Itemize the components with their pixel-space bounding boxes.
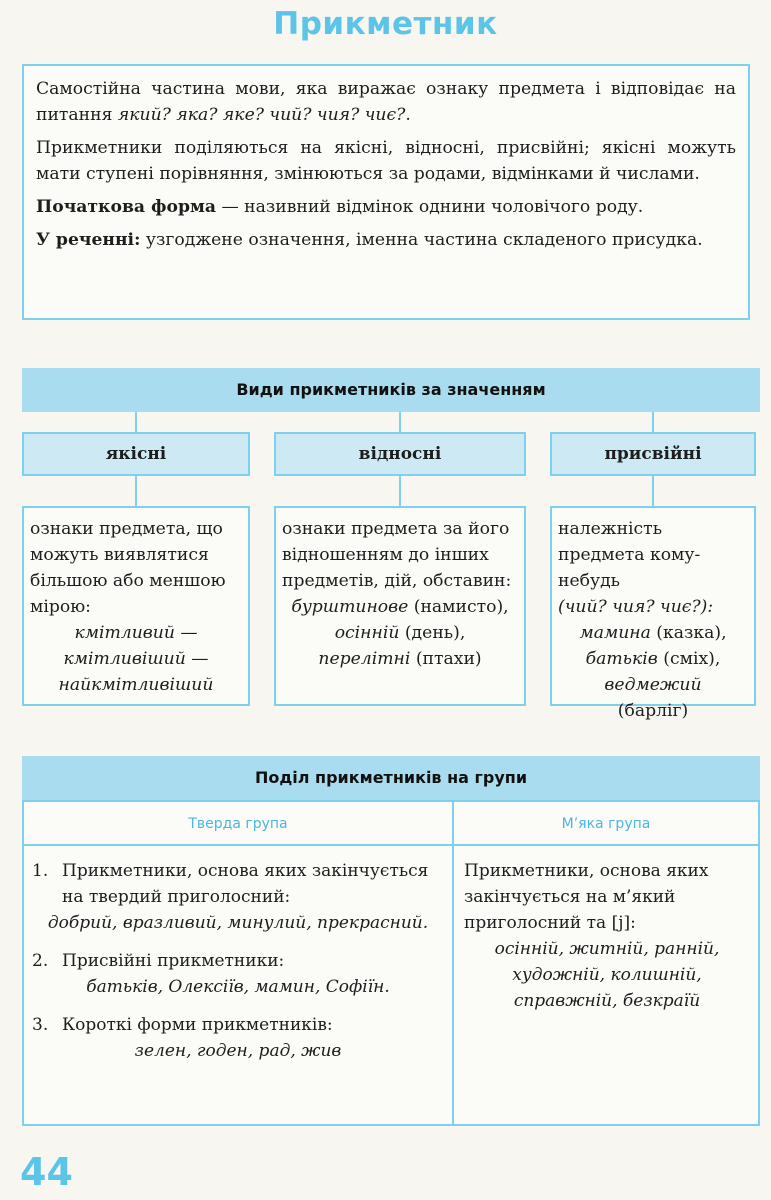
possessive-example: мамина: [579, 623, 651, 643]
relative-desc-text: ознаки предмета за його відношенням до інших предметів, дій, обставин:: [282, 519, 512, 591]
item-number: 3.: [32, 1015, 49, 1035]
qualitative-description: [22, 506, 250, 706]
item-examples: батьків, Олексіїв, мамин, Софіїн.: [86, 977, 390, 997]
hard-group-content: [32, 858, 444, 1076]
groups-table: [22, 800, 760, 1126]
page-number: 44: [20, 1150, 73, 1194]
item-number: 1.: [32, 861, 49, 881]
connector-line: [399, 476, 401, 506]
groups-header: Поділ прикметників на групи: [22, 756, 760, 800]
type-relative: відносні: [274, 432, 526, 476]
definition-box: [22, 64, 750, 320]
definition-text: Самостійна частина мови, яка виражає ознаку предмета і відповідає на питання: [36, 79, 736, 125]
definition-questions: який? яка? яке? чий? чия? чиє?: [117, 105, 406, 125]
qualitative-example: кмітливий —: [74, 623, 198, 643]
relative-example: перелітні: [318, 649, 411, 669]
page-title: Прикметник: [273, 6, 498, 42]
list-item: [32, 1012, 444, 1064]
initial-form-text: — називний відмінок однини чоловічого роду.: [216, 197, 644, 217]
relative-example-noun: (день),: [399, 623, 466, 643]
relative-example: осінній: [334, 623, 400, 643]
soft-group-header: М’яка група: [454, 802, 758, 846]
possessive-description: [550, 506, 756, 721]
sentence-role-label: У реченні:: [36, 230, 141, 250]
relative-description: [274, 506, 526, 706]
item-number: 2.: [32, 951, 49, 971]
qualitative-example: найкмітливіший: [58, 675, 214, 695]
sentence-role-text: узгоджене означення, іменна частина складеного присудка.: [140, 230, 703, 250]
soft-group-content: [464, 858, 750, 1014]
type-qualitative: якісні: [22, 432, 250, 476]
possessive-questions: (чий? чия? чиє?):: [558, 597, 714, 617]
possessive-example-noun: (казка),: [650, 623, 727, 643]
definition-paragraph-4: [36, 227, 736, 253]
types-header: Види прикметників за значенням: [22, 368, 760, 412]
definition-paragraph-1: [36, 76, 736, 128]
type-possessive: присвійні: [550, 432, 756, 476]
possessive-desc-text: належність предмета кому-небудь: [558, 519, 701, 591]
list-item: [32, 858, 444, 936]
relative-example-noun: (птахи): [410, 649, 482, 669]
connector-line: [652, 412, 654, 432]
relative-example-noun: (намисто),: [408, 597, 509, 617]
column-divider: [452, 802, 454, 1124]
definition-paragraph-2: Прикметники поділяються на якісні, відносні, присвійні; якісні можуть мати ступені порівняння, змінюються за родами, відмінками й числами.: [36, 138, 736, 184]
connector-line: [652, 476, 654, 506]
connector-line: [399, 412, 401, 432]
item-text: Короткі форми прикметників:: [62, 1015, 333, 1035]
definition-end: .: [405, 105, 411, 125]
item-text: Присвійні прикметники:: [62, 951, 285, 971]
relative-example: бурштинове: [291, 597, 409, 617]
soft-group-examples: осінній, житній, ранній, художній, колишній, справжній, безкраїй: [494, 939, 720, 1011]
possessive-example-noun: (сміх),: [657, 649, 721, 669]
soft-group-text: Прикметники, основа яких закінчується на м’який приголосний та [j]:: [464, 861, 709, 933]
connector-line: [135, 412, 137, 432]
item-examples: добрий, вразливий, минулий, прекрасний.: [47, 913, 429, 933]
initial-form-label: Початкова форма: [36, 197, 217, 217]
definition-paragraph-3: [36, 194, 736, 220]
connector-line: [135, 476, 137, 506]
item-examples: зелен, годен, рад, жив: [134, 1041, 342, 1061]
list-item: [32, 948, 444, 1000]
qualitative-desc-text: ознаки предмета, що можуть виявлятися більшою або меншою мірою:: [30, 519, 226, 617]
possessive-example: батьків: [585, 649, 658, 669]
possessive-example: ведмежий: [604, 675, 702, 695]
hard-group-header: Тверда група: [24, 802, 452, 846]
item-text: Прикметники, основа яких закінчується на твердий приголосний:: [62, 861, 429, 907]
possessive-example-noun: (барліг): [617, 701, 689, 721]
qualitative-example: кмітливіший —: [63, 649, 209, 669]
